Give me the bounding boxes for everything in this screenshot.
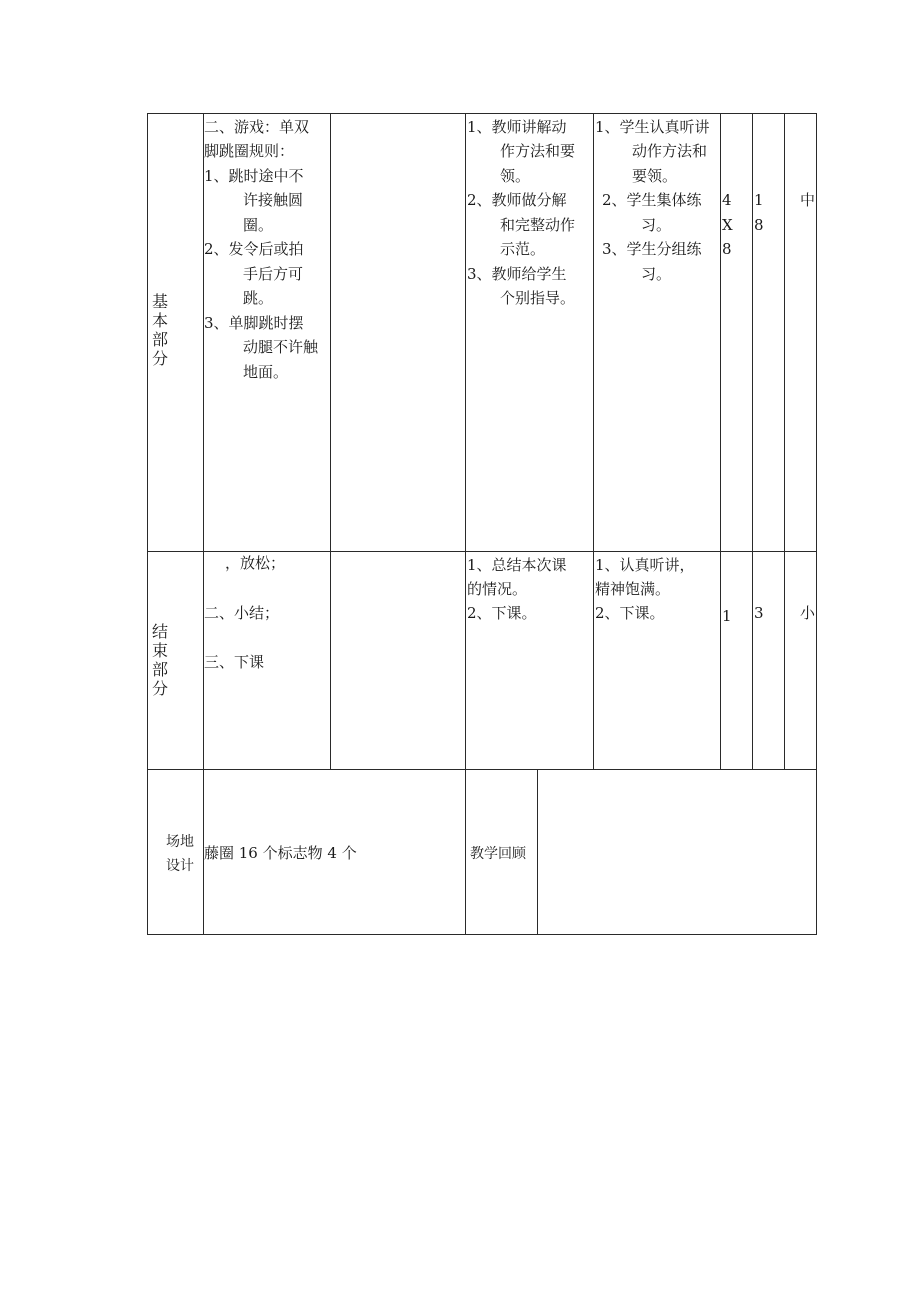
student-line: 2、学生集体练 (602, 191, 702, 209)
teacher-line: 1、教师讲解动 (467, 118, 567, 136)
label-char: 部 (151, 660, 168, 679)
label-char: 分 (151, 679, 168, 698)
label-char: 结 (151, 622, 168, 641)
teacher-line: 1、总结本次课 (467, 556, 567, 574)
student-line: 3、学生分组练 (602, 240, 702, 258)
teacher-line: 的情况。 (467, 580, 528, 598)
teacher-line: 3、教师给学生 (467, 265, 567, 283)
review-value[interactable] (540, 772, 814, 932)
teacher-line: 2、下课。 (467, 604, 537, 622)
content-line: 3、单脚跳时摆 (204, 314, 304, 332)
student-line: 1、学生认真听讲 (595, 118, 710, 136)
student-line: 习。 (641, 216, 672, 234)
content-line: 跳。 (243, 289, 274, 307)
content-line: 二、小结； (204, 604, 280, 622)
teacher-line: 领。 (500, 167, 531, 185)
label-char: 基 (151, 292, 168, 311)
content-line: 三、下课 (204, 653, 265, 671)
label-char: 分 (151, 349, 168, 368)
venue-label-line: 场地 (166, 834, 194, 850)
student-line: 精神饱满。 (595, 580, 671, 598)
label-char: 束 (151, 641, 168, 660)
student-line: 要领。 (632, 167, 678, 185)
end-intensity: 小 (800, 604, 816, 622)
content-line: 二、游戏：单双 (204, 118, 310, 136)
venue-label (166, 830, 198, 878)
review-label: 教学回顾 (470, 846, 526, 862)
count-char: X (722, 216, 733, 234)
content-line: 圈。 (243, 216, 274, 234)
venue-value: 藤圈 16 个标志物 4 个 (204, 844, 357, 862)
time-char: 8 (754, 216, 764, 234)
content-line: 2、发令后或拍 (204, 240, 304, 258)
time-char: 1 (754, 191, 764, 209)
student-line: 2、下课。 (595, 604, 665, 622)
count-char: 8 (722, 240, 732, 258)
teacher-line: 作方法和要 (500, 142, 576, 160)
teacher-line: 示范。 (500, 240, 546, 258)
label-char: 部 (151, 330, 168, 349)
teacher-line: 2、教师做分解 (467, 191, 567, 209)
count-char: 4 (722, 191, 732, 209)
student-line: 习。 (641, 265, 672, 283)
content-line: 地面。 (243, 363, 289, 381)
student-line: 1、认真听讲， (595, 556, 695, 574)
content-line: 动腿不许触 (243, 338, 319, 356)
basic-intensity: 中 (800, 191, 816, 209)
label-char: 本 (151, 311, 168, 330)
end-count: 1 (722, 607, 732, 625)
basic-section-label (150, 292, 170, 368)
content-line: ，放松； (225, 554, 286, 572)
end-section-label (150, 622, 170, 698)
end-time: 3 (754, 604, 764, 622)
content-line: 许接触圆 (243, 191, 304, 209)
student-line: 动作方法和 (632, 142, 708, 160)
content-line: 1、跳时途中不 (204, 167, 304, 185)
teacher-line: 和完整动作 (500, 216, 576, 234)
venue-label-line: 设计 (166, 858, 194, 874)
teacher-line: 个别指导。 (500, 289, 576, 307)
content-line: 手后方可 (243, 265, 304, 283)
content-line: 脚跳圈规则： (204, 142, 295, 160)
